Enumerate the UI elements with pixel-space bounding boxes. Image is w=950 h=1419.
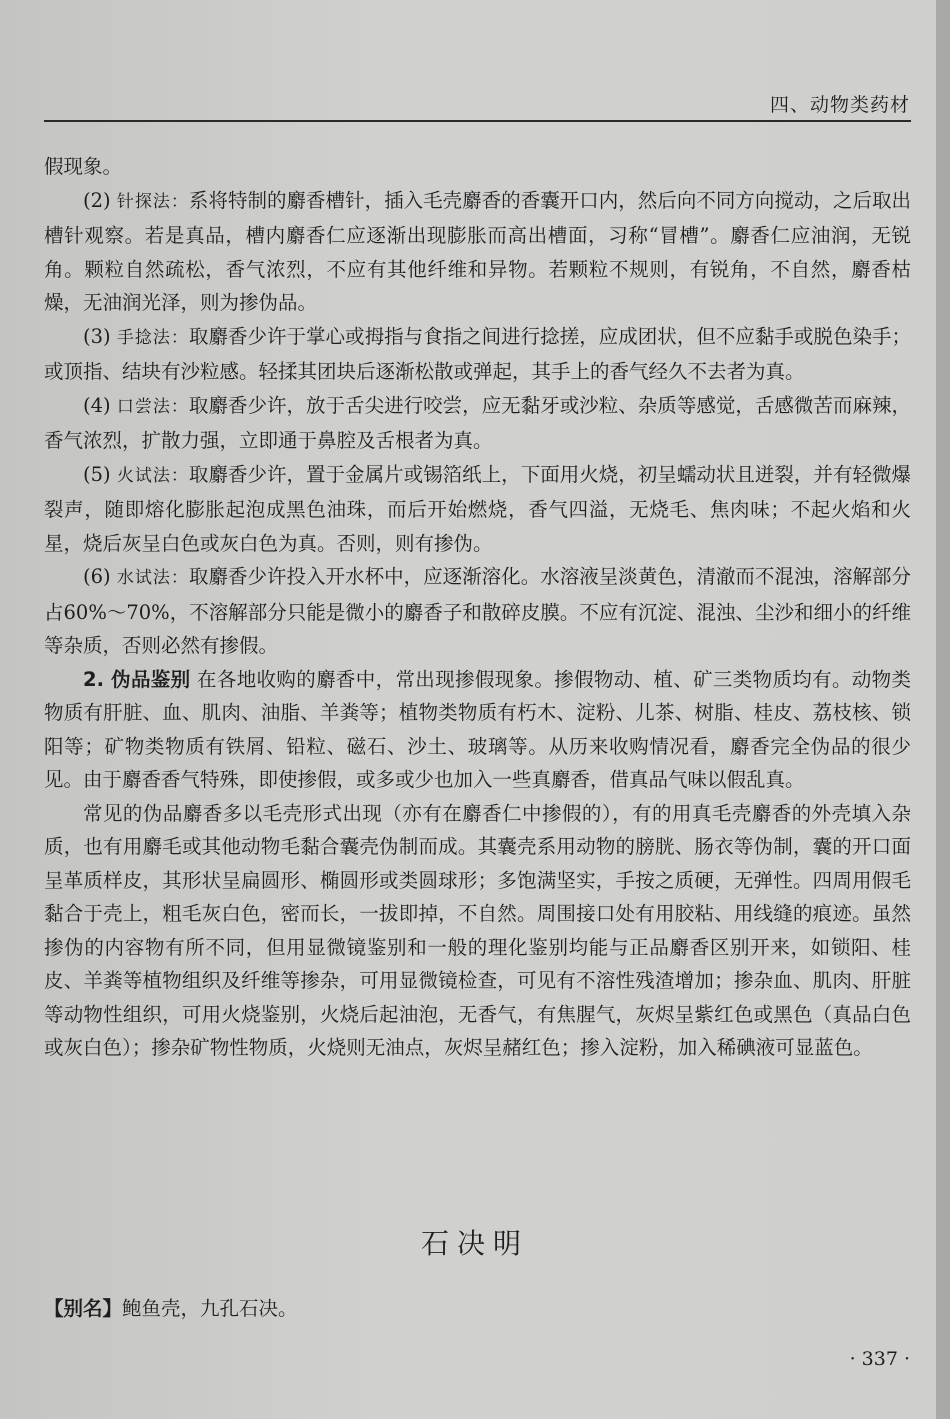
paragraph-counterfeit-identification [44, 663, 911, 797]
entry-title: 石决明 [420, 1227, 529, 1260]
method-name: 水试法： [116, 568, 189, 588]
item-number: (4) [83, 393, 111, 417]
paragraph-water-test [44, 560, 911, 663]
alias-line [44, 1293, 298, 1321]
paragraph-continuation: 假现象。 [44, 155, 123, 178]
alias-label: 【别名】 [44, 1297, 123, 1320]
page-number: · 337 · [849, 1348, 910, 1370]
paragraph-text: 取麝香少许，置于金属片或锡箔纸上，下面用火烧，初呈蠕动状且迸裂，并有轻微爆裂声，随即熔化膨胀起泡成黑色油珠，而后开始燃烧，香气四溢，无烧毛、焦肉味；不起火焰和火星，烧后灰呈白色或灰白色为真。否则，则有掺伪。 [44, 462, 911, 555]
method-name: 针探法： [116, 191, 189, 212]
alias-text: 鲍鱼壳，九孔石决。 [122, 1297, 298, 1320]
page-edge-shadow [936, 0, 950, 1419]
paragraph-text: 系将特制的麝香槽针，插入毛壳麝香的香囊开口内，然后向不同方向搅动，之后取出槽针观察。若是真品，槽内麝香仁应逐渐出现膨胀而高出槽面，习称“冒槽”。麝香仁应油润，无锐角。颗粒自然疏松，香气浓烈，不应有其他纤维和异物。若颗粒不规则，有锐角，不自然，麝香枯燥，无油润光泽，则为掺伪品。 [44, 188, 911, 314]
paragraph-taste-test [44, 389, 911, 458]
paragraph-common-counterfeits: 常见的伪品麝香多以毛壳形式出现（亦有在麝香仁中掺假的），有的用真毛壳麝香的外壳填入杂质，也有用麝毛或其他动物毛黏合囊壳伪制而成。其囊壳系用动物的膀胱、肠衣等伪制，囊的开口面呈革质样皮，其形状呈扁圆形、椭圆形或类圆球形；多饱满坚实，手按之质硬，无弹性。四周用假毛黏合于壳上，粗毛灰白色，密而长，一拔即掉，不自然。周围接口处有用胶粘、用线缝的痕迹。虽然掺伪的内容物有所不同，但用显微镜鉴别和一般的理化鉴别均能与正品麝香区别开来，如锁阳、桂皮、羊粪等植物组织及纤维等掺杂，可用显微镜检查，可见有不溶性残渣增加；掺杂血、肌肉、肝脏等动物性组织，可用火烧鉴别，火烧后起油泡，无香气，有焦腥气，灰烬呈紫红色或黑色（真品白色或灰白色）；掺杂矿物性物质，火烧则无油点，灰烬呈赭红色；掺入淀粉，加入稀碘液可显蓝色。 [44, 801, 911, 1059]
item-number: (2) [83, 188, 111, 212]
method-name: 口尝法： [116, 396, 189, 417]
subsection-heading: 2. 伪品鉴别 [83, 667, 191, 691]
running-head: 四、动物类药材 [769, 94, 910, 116]
body-text [44, 150, 911, 1065]
method-name: 手捻法： [116, 327, 189, 348]
paragraph-text: 取麝香少许，放于舌尖进行咬尝，应无黏牙或沙粒、杂质等感觉，舌感微苦而麻辣，香气浓烈，扩散力强，立即通于鼻腔及舌根者为真。 [44, 393, 911, 452]
item-number: (6) [83, 565, 111, 588]
paragraph-text: 取麝香少许投入开水杯中，应逐渐溶化。水溶液呈淡黄色，清澈而不混浊，溶解部分占60%～70%，不溶解部分只能是微小的麝香子和散碎皮膜。不应有沉淀、混浊、尘沙和细小的纤维等杂质，否则必然有掺假。 [44, 565, 911, 657]
paragraph-needle-probe [44, 184, 911, 320]
item-number: (3) [83, 324, 111, 348]
item-number: (5) [83, 462, 111, 486]
method-name: 火试法： [116, 465, 189, 486]
paragraph-hand-twist [44, 320, 911, 389]
header-rule [44, 120, 911, 122]
paragraph-text: 在各地收购的麝香中，常出现掺假现象。掺假物动、植、矿三类物质均有。动物类物质有肝脏、血、肌肉、油脂、羊粪等；植物类物质有朽木、淀粉、儿茶、树脂、桂皮、荔枝核、锁阳等；矿物类物质有铁屑、铅粒、磁石、沙土、玻璃等。从历来收购情况看，麝香完全伪品的很少见。由于麝香香气特殊，即使掺假，或多或少也加入一些真麝香，借真品气味以假乱真。 [44, 667, 911, 791]
paragraph-fire-test [44, 458, 911, 561]
paragraph-text: 取麝香少许于掌心或拇指与食指之间进行捻搓，应成团状，但不应黏手或脱色染手；或顶指、结块有沙粒感。轻揉其团块后逐渐松散或弹起，其手上的香气经久不去者为真。 [44, 324, 911, 383]
